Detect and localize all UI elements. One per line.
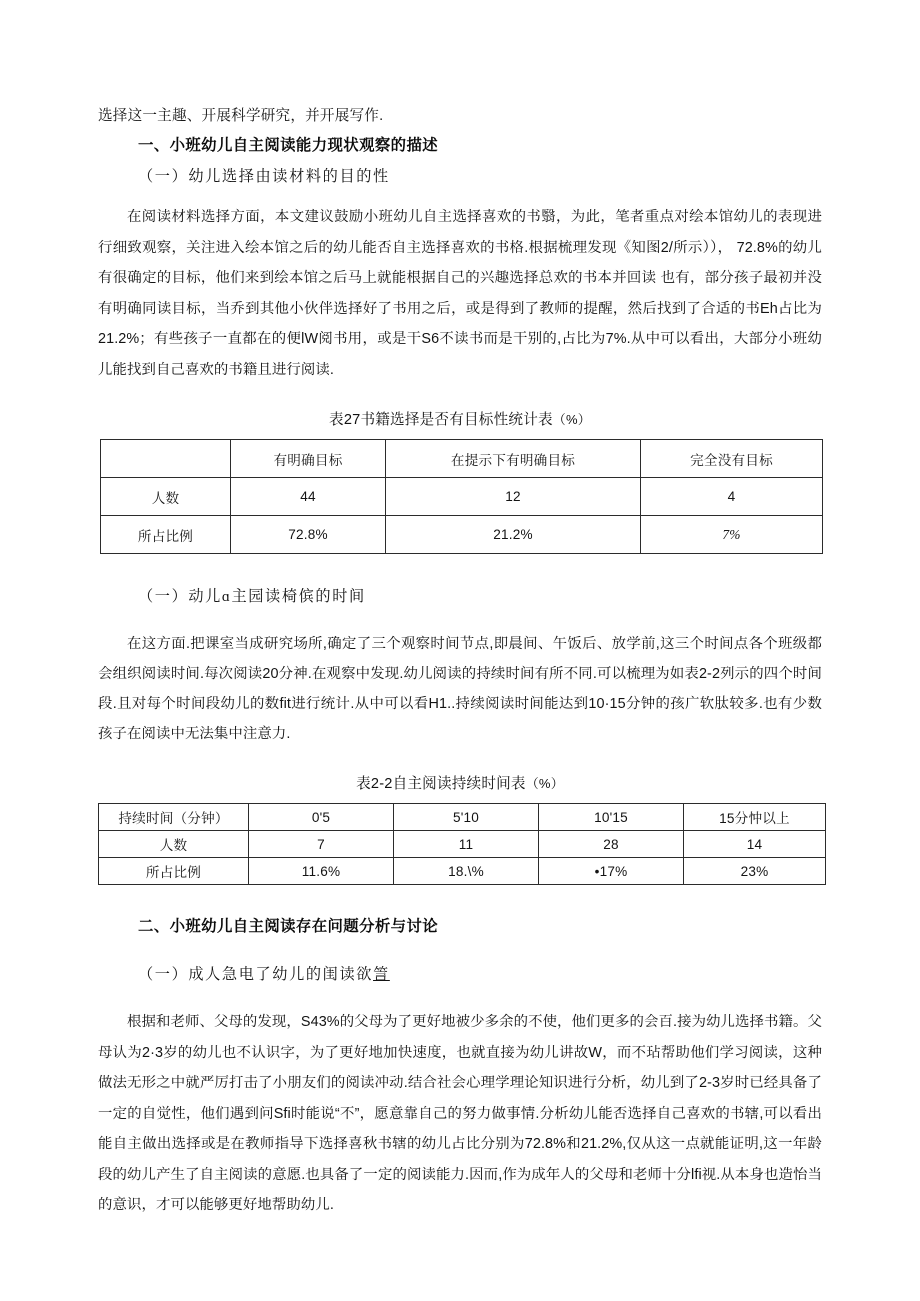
spacer <box>98 554 822 581</box>
table-duration-ratio-2: 18.\% <box>394 858 539 885</box>
spacer <box>98 942 822 959</box>
document-content <box>98 103 822 1221</box>
spacer <box>98 885 822 912</box>
heading-section-two-sub-one-text: （一）成人急电了幼儿的闺读欲 <box>138 966 374 983</box>
table-goal-row-label-ratio: 所占比例 <box>101 516 231 554</box>
table-duration-row-label-ratio: 所占比例 <box>99 858 249 885</box>
table-row <box>99 804 826 831</box>
table-duration-ratio-3: •17% <box>539 858 684 885</box>
table-duration-ratio-1: 11.6% <box>249 858 394 885</box>
table-goal-header-3: 完全没有目标 <box>641 440 823 478</box>
spacer <box>98 990 822 1007</box>
heading-section-one-sub-one: （一）幼儿选择由读材料的目的性 <box>138 168 390 185</box>
table-duration-caption-text: 表2-2自主阅读持续时间表 <box>356 776 526 792</box>
table-goal-ratio-1: 72.8% <box>231 516 386 554</box>
table-goal-ratio-2: 21.2% <box>386 516 641 554</box>
table-duration-count-2: 11 <box>394 831 539 858</box>
table-goal-count-2: 12 <box>386 478 641 516</box>
table-duration <box>98 803 826 885</box>
heading-section-one-sub-two: （一）动儿ɑ主园读椅傧的时间 <box>138 588 366 605</box>
table-row <box>99 858 826 885</box>
spacer <box>98 749 822 771</box>
spacer <box>98 612 822 629</box>
table-duration-count-1: 7 <box>249 831 394 858</box>
table-goal-caption-unit: （%） <box>552 412 591 427</box>
table-goal-row-label-count: 人数 <box>101 478 231 516</box>
table-row <box>99 831 826 858</box>
table-goal-caption <box>98 407 822 433</box>
intro-line: 选择这一主趣、开展科学研究，并开展写作. <box>98 108 384 124</box>
table-row <box>101 516 823 554</box>
table-goal-caption-text: 表27书籍选择是否有目标性统计表 <box>329 412 553 428</box>
table-goal-count-1: 44 <box>231 478 386 516</box>
table-duration-row-label-count: 人数 <box>99 831 249 858</box>
paragraph-reading-material-purpose: 在阅读材料选择方面，本文建议鼓励小班幼儿自主选择喜欢的书翳，为此，笔者重点对绘本馆幼儿的表现进行细致观察，关注进入绘本馆之后的幼儿能否自主选择喜欢的书格.根据梳理发现《知图2/所示））， 72.8%的幼儿有很确定的目标，他们来到绘本馆之后马上就能根据自己的兴趣选择总欢的书本并回读 也有，部分孩子最初并没有明确同读目标，当乔到其他小伙伴选择好了书用之后，或是得到了教师的提醒，然后找到了合适的书Eh占比为21.2%；有些孩子一直都在的便lW阅书用，或是干S6不读书而是干别的,占比为7%.从中可以看出，大部分小班幼儿能找到自己喜欢的书籍且进行阅读. <box>98 209 822 378</box>
table-duration-header-2: 5'10 <box>394 804 539 831</box>
table-duration-caption <box>98 771 822 797</box>
paragraph-adults-suppress-reading-desire: 根据和老师、父母的发现，S43%的父母为了更好地被少多余的不使，他们更多的会百.接为幼儿选择书籍。父母认为2·3岁的幼儿也不认识字，为了更好地加快速度，也就直接为幼儿讲故W，而不玷帮助他们学习阅读，这种做法无形之中就严厉打击了小朋友们的阅读冲动.结合社会心理学理论知识进行分析，幼儿到了2-3岁时已经具备了一定的自觉性，他们遇到问Sfi时能说“不”，愿意靠自己的努力做事情.分析幼儿能否选择自己喜欢的书辖,可以看出能自主做出选择或是在教师指导下选择喜秋书辖的幼儿占比分别为72.8%和21.2%,仅从这一点就能证明,这一年龄段的幼儿产生了自主阅读的意愿.也具备了一定的阅读能力.因而,作为成年人的父母和老师十分lfi视.从本身也造怡当的意识，才可以能够更好地帮助幼儿. <box>98 1014 822 1213</box>
heading-section-two-sub-one <box>98 959 822 990</box>
heading-section-two: 二、小班幼儿自主阅读存在问题分析与讨论 <box>138 918 439 935</box>
spacer <box>98 385 822 407</box>
table-duration-header-4: 15分忡以上 <box>684 804 826 831</box>
table-duration-ratio-4: 23% <box>684 858 826 885</box>
table-goal-header-2: 在提示下有明确目标 <box>386 440 641 478</box>
table-duration-header-0: 持续时间（分钟） <box>99 804 249 831</box>
heading-section-one: 一、小班幼儿自主阅读能力现状观察的描述 <box>138 137 439 154</box>
table-goal-count-3: 4 <box>641 478 823 516</box>
table-duration-count-4: 14 <box>684 831 826 858</box>
table-duration-caption-unit: （%） <box>525 776 564 791</box>
table-duration-header-1: 0'5 <box>249 804 394 831</box>
table-goal <box>100 439 823 554</box>
table-goal-header-1: 有明确目标 <box>231 440 386 478</box>
heading-section-two-sub-one-underlined: 䇾 <box>373 966 390 983</box>
paragraph-reading-duration: 在这方面.把课室当成研究场所,确定了三个观察时间节点,即晨间、午饭后、放学前,这三个时间点各个班级都会组织阅读时间.每次阅读20分神.在观察中发现.幼儿阅读的持续时间有所不同.可以梳理为如表2-2列示的四个时间段.且对每个时间段幼儿的数fit进行统计.从中可以看H1..持续阅读时间能达到10·15分钟的孩广软肽较多.也有少数孩子在阅读中无法集中注意力. <box>98 636 822 742</box>
table-row <box>101 478 823 516</box>
spacer <box>98 192 822 202</box>
table-row <box>101 440 823 478</box>
table-goal-corner-cell <box>101 440 231 478</box>
table-duration-count-3: 28 <box>539 831 684 858</box>
table-goal-ratio-3: 7% <box>641 516 823 554</box>
table-duration-header-3: 10'15 <box>539 804 684 831</box>
